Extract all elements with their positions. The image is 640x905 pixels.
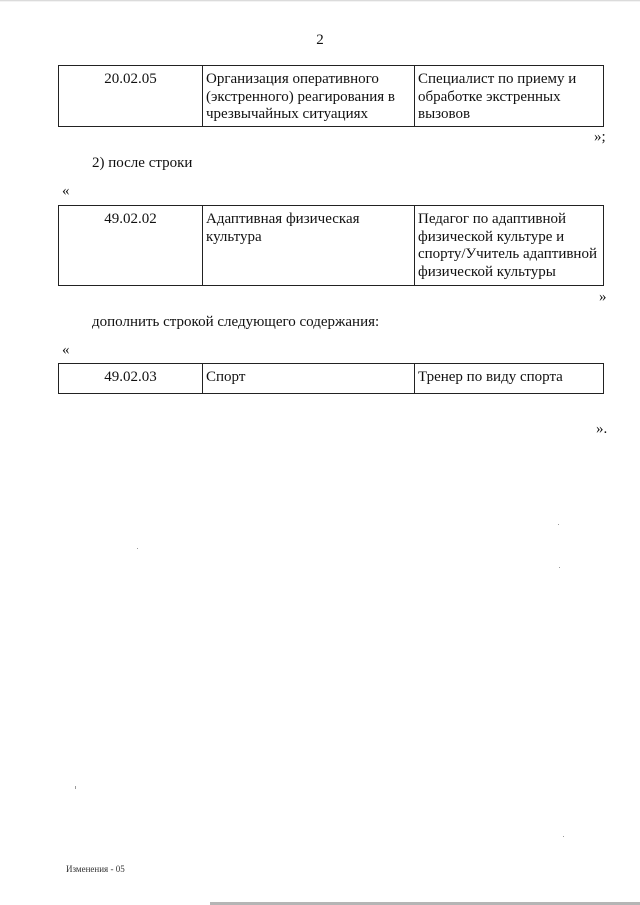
qualification: Тренер по виду спорта [415,364,604,394]
closing-quote: »; [594,129,606,145]
page-number: 2 [316,32,324,48]
specialty-name: Адаптивная физическая культура [203,206,415,286]
instruction-text: дополнить строкой следующего содержания: [92,314,380,330]
scan-speck [137,548,138,549]
specialty-table-2 [58,205,604,286]
scan-speck [559,567,560,568]
scan-edge-top [0,0,640,2]
footer-note: Изменения - 05 [66,864,125,874]
specialty-code: 49.02.03 [59,364,203,394]
specialty-code: 20.02.05 [59,66,203,127]
table-row [59,206,604,286]
table-row [59,364,604,394]
qualification: Педагог по адаптивной физической культуре и спорту/Учитель адаптивной физической культуры [415,206,604,286]
specialty-table-1 [58,65,604,127]
qualification: Специалист по приему и обработке экстренных вызовов [415,66,604,127]
specialty-name: Организация оперативного (экстренного) реагирования в чрезвычайных ситуациях [203,66,415,127]
specialty-name: Спорт [203,364,415,394]
opening-quote: « [62,183,70,199]
scan-speck [75,786,76,789]
specialty-code: 49.02.02 [59,206,203,286]
closing-quote: » [599,289,607,305]
specialty-table-3 [58,363,604,394]
scan-speck [563,836,564,837]
opening-quote: « [62,342,70,358]
closing-quote: ». [596,421,608,437]
table-row [59,66,604,127]
scan-speck [558,524,559,525]
item-text: 2) после строки [92,155,193,171]
